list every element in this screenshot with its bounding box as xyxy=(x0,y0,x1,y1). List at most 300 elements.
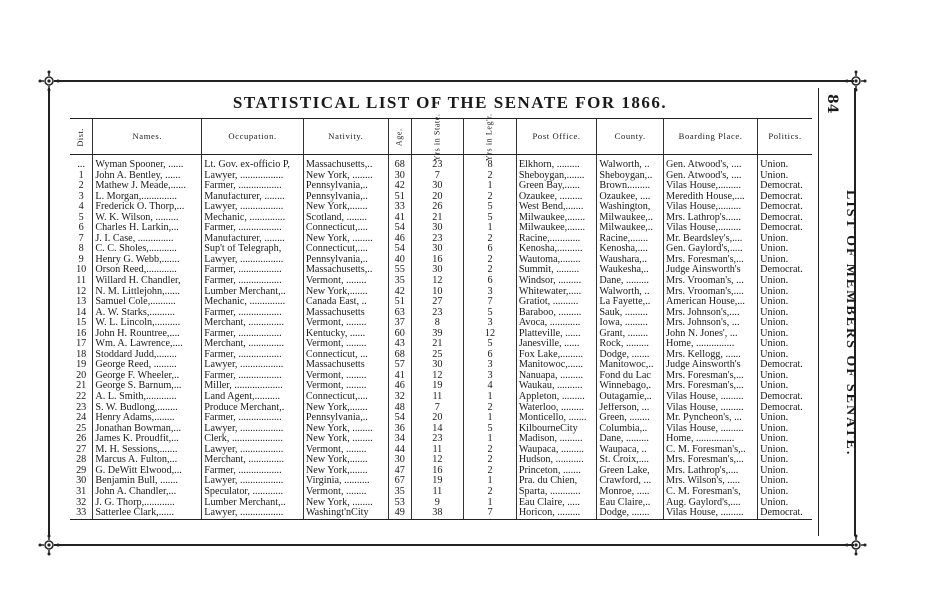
table-row xyxy=(70,234,812,245)
cell-boarding-place: Mr. Pyncheon's, ... xyxy=(664,413,758,424)
cell-years-in-legislature: 7 xyxy=(464,297,517,308)
cell-occupation: Clerk, .................... xyxy=(202,434,304,445)
cell-county: Green Lake, xyxy=(597,466,664,477)
cell-occupation: Manufacturer, ........ xyxy=(202,234,304,245)
cell-county: Waushara,.. xyxy=(597,255,664,266)
cell-boarding-place: Gen. Gaylord's,..... xyxy=(664,244,758,255)
cell-politics: Democrat. xyxy=(758,202,812,213)
cell-post-office: Racine,............ xyxy=(516,234,597,245)
cell-dist: 3 xyxy=(78,191,84,202)
cell-name: L. Morgan,.............. xyxy=(93,192,202,203)
column-header-years-in-legislature: Yrs in Leg'r. xyxy=(464,119,517,155)
cell-boarding-place: Mrs. Vrooman's, ... xyxy=(664,276,758,287)
cell-politics: Democrat. xyxy=(758,192,812,203)
cell-nativity: New York, ........ xyxy=(303,498,388,509)
cell-dist: 11 xyxy=(76,276,87,287)
cell-county: Iowa, ......... xyxy=(597,318,664,329)
cell-dist: 32 xyxy=(76,497,87,508)
cell-boarding-place: Mrs. Lathrop's...... xyxy=(664,213,758,224)
cell-post-office: KilbourneCity xyxy=(516,424,597,435)
cell-nativity: Kentucky, ...... xyxy=(303,329,388,340)
cell-post-office: Pra. du Chien, xyxy=(516,476,597,487)
cell-politics: Union. xyxy=(758,287,812,298)
cell-boarding-place: Mrs. Foresman's,... xyxy=(664,371,758,382)
table-row xyxy=(70,192,812,203)
cell-post-office: Gratiot, .......... xyxy=(516,297,597,308)
cell-years-in-legislature: 2 xyxy=(464,192,517,203)
table-row xyxy=(70,213,812,224)
table-row xyxy=(70,265,812,276)
cell-nativity: Vermont, ........ xyxy=(303,371,388,382)
cell-county: Waupaca, .. xyxy=(597,445,664,456)
cell-county: Kenosha,.... xyxy=(597,244,664,255)
page-title: STATISTICAL LIST OF THE SENATE FOR 1866. xyxy=(232,93,668,112)
cell-years-in-legislature: 1 xyxy=(464,476,517,487)
cell-nativity: Massachusetts xyxy=(303,360,388,371)
cell-years-in-state: 16 xyxy=(411,255,464,266)
cell-dist: 7 xyxy=(78,233,84,244)
cell-post-office: Princeton, ....... xyxy=(516,466,597,477)
cell-politics: Union. xyxy=(758,445,812,456)
cell-years-in-state: 38 xyxy=(411,508,464,519)
table-row xyxy=(70,360,812,371)
cell-years-in-legislature: 1 xyxy=(464,223,517,234)
cell-name: A. L. Smith,............ xyxy=(93,392,202,403)
cell-years-in-state: 12 xyxy=(411,455,464,466)
cell-years-in-state: 10 xyxy=(411,287,464,298)
table-row xyxy=(70,202,812,213)
cell-nativity: Vermont, ........ xyxy=(303,276,388,287)
cell-age: 36 xyxy=(388,424,411,435)
cell-politics: Democrat. xyxy=(758,392,812,403)
cell-name: Frederick O. Thorp,... xyxy=(93,202,202,213)
frame-top-line xyxy=(54,80,854,82)
cell-politics: Union. xyxy=(758,155,812,171)
cell-age: 37 xyxy=(388,318,411,329)
cell-dist: 24 xyxy=(76,413,87,424)
cell-years-in-state: 25 xyxy=(411,350,464,361)
table-row xyxy=(70,308,812,319)
cell-county: Brown......... xyxy=(597,181,664,192)
cell-county: Milwaukee,.. xyxy=(597,213,664,224)
cell-post-office: Summit, ......... xyxy=(516,265,597,276)
cell-nativity: New York,....... xyxy=(303,403,388,414)
cell-post-office: Monticello, ....... xyxy=(516,413,597,424)
cell-years-in-state: 11 xyxy=(411,487,464,498)
table-row xyxy=(70,339,812,350)
cell-name: John A. Bentley, ...... xyxy=(93,171,202,182)
cell-years-in-state: 23 xyxy=(411,434,464,445)
cell-post-office: Elkhorn, ......... xyxy=(516,155,597,171)
cell-politics: Democrat. xyxy=(758,265,812,276)
cell-name: Henry G. Webb,....... xyxy=(93,255,202,266)
cell-years-in-state: 9 xyxy=(411,498,464,509)
cell-nativity: Washingt'nCity xyxy=(303,508,388,519)
cell-boarding-place: John N. Jones', ... xyxy=(664,329,758,340)
cell-age: 32 xyxy=(388,392,411,403)
cell-years-in-state: 7 xyxy=(411,403,464,414)
cell-dist: 14 xyxy=(76,307,87,318)
cell-boarding-place: American House,... xyxy=(664,297,758,308)
cell-county: Ozaukee, .... xyxy=(597,192,664,203)
cell-years-in-state: 23 xyxy=(411,155,464,171)
cell-county: Sauk, ......... xyxy=(597,308,664,319)
cell-dist: 23 xyxy=(76,402,87,413)
cell-age: 33 xyxy=(388,202,411,213)
cell-post-office: Windsor, ......... xyxy=(516,276,597,287)
cell-county: Manitowoc,.. xyxy=(597,360,664,371)
cell-occupation: Farmer, ................. xyxy=(202,276,304,287)
cell-county: Dodge, ....... xyxy=(597,508,664,519)
cell-years-in-state: 30 xyxy=(411,244,464,255)
cell-name: Jonathan Bowman,... xyxy=(93,424,202,435)
cell-county: Waukesha,.. xyxy=(597,265,664,276)
cell-politics: Union. xyxy=(758,498,812,509)
column-header-names: Names. xyxy=(93,119,202,155)
cell-occupation: Lumber Merchant,.. xyxy=(202,287,304,298)
cell-politics: Democrat. xyxy=(758,181,812,192)
table-row xyxy=(70,413,812,424)
cell-nativity: Pennsylvania,.. xyxy=(303,181,388,192)
cell-years-in-state: 11 xyxy=(411,392,464,403)
cell-years-in-legislature: 1 xyxy=(464,181,517,192)
cell-county: Fond du Lac xyxy=(597,371,664,382)
cell-nativity: Connecticut,.... xyxy=(303,223,388,234)
cell-age: 51 xyxy=(388,297,411,308)
table-row xyxy=(70,171,812,182)
cell-county: Milwaukee,.. xyxy=(597,223,664,234)
column-header-politics: Politics. xyxy=(758,119,812,155)
cell-politics: Union. xyxy=(758,476,812,487)
cell-nativity: Pennsylvania,.. xyxy=(303,413,388,424)
table-row xyxy=(70,455,812,466)
cell-post-office: Nanuapa, ......... xyxy=(516,371,597,382)
cell-post-office: Waterloo, ......... xyxy=(516,403,597,414)
cell-post-office: Avoca, ............ xyxy=(516,318,597,329)
cell-years-in-state: 23 xyxy=(411,234,464,245)
cell-dist: 5 xyxy=(78,212,84,223)
cell-name: Orson Reed,............ xyxy=(93,265,202,276)
cell-name: Mathew J. Meade,...... xyxy=(93,181,202,192)
cell-nativity: New York, ........ xyxy=(303,434,388,445)
cell-dist: 16 xyxy=(76,328,87,339)
cell-politics: Union. xyxy=(758,255,812,266)
table-row xyxy=(70,223,812,234)
cell-name: George F. Wheeler,.. xyxy=(93,371,202,382)
cell-post-office: Hudson, ........... xyxy=(516,455,597,466)
cell-age: 54 xyxy=(388,413,411,424)
cell-post-office: West Bend,....... xyxy=(516,202,597,213)
cell-county: Monroe, ..... xyxy=(597,487,664,498)
cell-age: 42 xyxy=(388,287,411,298)
cell-occupation: Lawyer, ................. xyxy=(202,508,304,519)
cell-age: 46 xyxy=(388,381,411,392)
cell-name: M. H. Sessions,....... xyxy=(93,445,202,456)
cell-dist: 29 xyxy=(76,465,87,476)
cell-nativity: Massachusetts,.. xyxy=(303,265,388,276)
cell-dist: 13 xyxy=(76,297,87,308)
cell-post-office: Manitowoc,...... xyxy=(516,360,597,371)
cell-occupation: Lawyer, ................. xyxy=(202,255,304,266)
cell-county: Dodge, ....... xyxy=(597,350,664,361)
cell-age: 35 xyxy=(388,487,411,498)
cell-boarding-place: Gen. Atwood's, .... xyxy=(664,171,758,182)
cell-nativity: Pennsylvania,.. xyxy=(303,255,388,266)
frame-bottom-line xyxy=(54,544,854,546)
cell-occupation: Merchant, .............. xyxy=(202,339,304,350)
cell-dist: 20 xyxy=(76,370,87,381)
cell-years-in-legislature: 1 xyxy=(464,392,517,403)
column-header-nativity: Nativity. xyxy=(303,119,388,155)
cell-years-in-legislature: 6 xyxy=(464,350,517,361)
cell-name: Willard H. Chandler, xyxy=(93,276,202,287)
cell-name: J. G. Thorp,............ xyxy=(93,498,202,509)
corner-ornament-icon xyxy=(845,534,867,556)
cell-years-in-state: 30 xyxy=(411,181,464,192)
cell-county: Eau Claire,.. xyxy=(597,498,664,509)
cell-dist: 18 xyxy=(76,349,87,360)
cell-county: Racine,....... xyxy=(597,234,664,245)
table-row xyxy=(70,508,812,519)
cell-age: 60 xyxy=(388,329,411,340)
table-row xyxy=(70,424,812,435)
table-row xyxy=(70,181,812,192)
cell-years-in-legislature: 5 xyxy=(464,308,517,319)
cell-nativity: Vermont, ........ xyxy=(303,487,388,498)
cell-boarding-place: Aug. Gaylord's,.... xyxy=(664,498,758,509)
cell-years-in-legislature: 3 xyxy=(464,371,517,382)
cell-nativity: New York,....... xyxy=(303,455,388,466)
cell-boarding-place: Vilas House, ......... xyxy=(664,424,758,435)
cell-occupation: Speculator, ............ xyxy=(202,487,304,498)
cell-boarding-place: Mrs. Foresman's,... xyxy=(664,255,758,266)
cell-years-in-state: 27 xyxy=(411,297,464,308)
cell-name: A. W. Starks,.......... xyxy=(93,308,202,319)
cell-occupation: Lt. Gov. ex-officio P, xyxy=(202,155,304,171)
cell-politics: Democrat. xyxy=(758,403,812,414)
corner-ornament-icon xyxy=(38,534,60,556)
cell-dist: 31 xyxy=(76,486,87,497)
cell-age: 51 xyxy=(388,192,411,203)
cell-years-in-legislature: 2 xyxy=(464,255,517,266)
table-row xyxy=(70,276,812,287)
cell-boarding-place: Judge Ainsworth's xyxy=(664,360,758,371)
cell-name: Wyman Spooner, ...... xyxy=(93,155,202,171)
cell-years-in-state: 21 xyxy=(411,213,464,224)
cell-nativity: Massachusetts xyxy=(303,308,388,319)
cell-nativity: Pennsylvania,.. xyxy=(303,192,388,203)
cell-occupation: Lawyer, ................. xyxy=(202,360,304,371)
cell-age: 43 xyxy=(388,339,411,350)
cell-post-office: Madison, ......... xyxy=(516,434,597,445)
cell-age: 47 xyxy=(388,466,411,477)
cell-boarding-place: Mrs. Foresman's,... xyxy=(664,381,758,392)
cell-years-in-state: 30 xyxy=(411,360,464,371)
cell-post-office: Green Bay,...... xyxy=(516,181,597,192)
cell-county: Outagamie,.. xyxy=(597,392,664,403)
cell-boarding-place: Vilas House,......... xyxy=(664,181,758,192)
cell-county: Dane, ......... xyxy=(597,276,664,287)
cell-years-in-state: 20 xyxy=(411,192,464,203)
cell-post-office: Waupaca, ......... xyxy=(516,445,597,456)
cell-boarding-place: Mrs. Wilson's, ..... xyxy=(664,476,758,487)
cell-nativity: Scotland, ........ xyxy=(303,213,388,224)
cell-occupation: Sup't of Telegraph, xyxy=(202,244,304,255)
cell-years-in-state: 11 xyxy=(411,445,464,456)
column-header-post-office: Post Office. xyxy=(516,119,597,155)
cell-age: 30 xyxy=(388,171,411,182)
table-row xyxy=(70,476,812,487)
cell-boarding-place: Meredith House,.... xyxy=(664,192,758,203)
cell-post-office: Wautoma,........ xyxy=(516,255,597,266)
table-row xyxy=(70,318,812,329)
cell-years-in-legislature: 5 xyxy=(464,213,517,224)
table-row xyxy=(70,445,812,456)
cell-politics: Union. xyxy=(758,234,812,245)
cell-age: 55 xyxy=(388,265,411,276)
cell-years-in-legislature: 7 xyxy=(464,508,517,519)
cell-politics: Union. xyxy=(758,308,812,319)
cell-politics: Union. xyxy=(758,171,812,182)
cell-years-in-legislature: 1 xyxy=(464,413,517,424)
cell-post-office: Milwaukee,....... xyxy=(516,223,597,234)
cell-name: G. DeWitt Elwood,... xyxy=(93,466,202,477)
cell-occupation: Mechanic, .............. xyxy=(202,213,304,224)
cell-politics: Union. xyxy=(758,329,812,340)
cell-years-in-state: 23 xyxy=(411,308,464,319)
cell-years-in-state: 7 xyxy=(411,171,464,182)
cell-years-in-legislature: 2 xyxy=(464,466,517,477)
cell-age: 48 xyxy=(388,403,411,414)
cell-occupation: Farmer, ................. xyxy=(202,371,304,382)
cell-occupation: Land Agent,.......... xyxy=(202,392,304,403)
cell-post-office: Ozaukee, ......... xyxy=(516,192,597,203)
cell-years-in-legislature: 12 xyxy=(464,329,517,340)
cell-boarding-place: Vilas House, ......... xyxy=(664,403,758,414)
table-row xyxy=(70,244,812,255)
cell-boarding-place: Home, ............... xyxy=(664,434,758,445)
cell-nativity: Vermont, ........ xyxy=(303,445,388,456)
cell-county: Jefferson, ... xyxy=(597,403,664,414)
cell-name: Samuel Cole,.......... xyxy=(93,297,202,308)
cell-dist: 22 xyxy=(76,392,87,403)
cell-name: John H. Rountree,.... xyxy=(93,329,202,340)
cell-years-in-state: 12 xyxy=(411,276,464,287)
column-header-occupation: Occupation. xyxy=(202,119,304,155)
cell-boarding-place: Mrs. Johnson's,.... xyxy=(664,308,758,319)
frame-left-line xyxy=(48,88,50,536)
table-row xyxy=(70,329,812,340)
cell-occupation: Farmer, ................. xyxy=(202,466,304,477)
cell-name: S. W. Budlong,........ xyxy=(93,403,202,414)
cell-occupation: Lawyer, ................. xyxy=(202,476,304,487)
cell-politics: Union. xyxy=(758,297,812,308)
cell-dist: 25 xyxy=(76,423,87,434)
cell-name: J. I. Case, .............. xyxy=(93,234,202,245)
table-row xyxy=(70,297,812,308)
cell-politics: Union. xyxy=(758,424,812,435)
cell-politics: Union. xyxy=(758,434,812,445)
cell-boarding-place: Gen. Atwood's, .... xyxy=(664,155,758,171)
cell-dist: 28 xyxy=(76,455,87,466)
cell-dist: 6 xyxy=(78,223,84,234)
cell-name: Stoddard Judd,........ xyxy=(93,350,202,361)
cell-nativity: New York,....... xyxy=(303,202,388,213)
cell-name: James K. Proudfit,... xyxy=(93,434,202,445)
cell-years-in-state: 19 xyxy=(411,476,464,487)
cell-years-in-legislature: 4 xyxy=(464,381,517,392)
cell-dist: 2 xyxy=(78,181,84,192)
corner-ornament-icon xyxy=(845,70,867,92)
cell-occupation: Mechanic, .............. xyxy=(202,297,304,308)
cell-years-in-state: 30 xyxy=(411,265,464,276)
cell-occupation: Farmer, ................. xyxy=(202,223,304,234)
cell-nativity: New York, ........ xyxy=(303,424,388,435)
cell-nativity: Vermont, ........ xyxy=(303,339,388,350)
cell-politics: Union. xyxy=(758,276,812,287)
cell-occupation: Lawyer, ................. xyxy=(202,424,304,435)
cell-dist: 33 xyxy=(70,508,93,519)
cell-boarding-place: Vilas House, ......... xyxy=(664,392,758,403)
table-row xyxy=(70,255,812,266)
cell-nativity: Connecticut,.... xyxy=(303,244,388,255)
cell-politics: Union. xyxy=(758,455,812,466)
cell-years-in-state: 26 xyxy=(411,202,464,213)
cell-age: 35 xyxy=(388,276,411,287)
cell-dist: 12 xyxy=(76,286,87,297)
cell-years-in-legislature: 2 xyxy=(464,487,517,498)
cell-occupation: Merchant, .............. xyxy=(202,318,304,329)
cell-years-in-legislature: 8 xyxy=(464,155,517,171)
cell-nativity: New York,....... xyxy=(303,466,388,477)
cell-years-in-legislature: 2 xyxy=(464,265,517,276)
cell-occupation: Farmer, ................. xyxy=(202,350,304,361)
cell-years-in-state: 39 xyxy=(411,329,464,340)
cell-name: C. C. Sholes,........... xyxy=(93,244,202,255)
cell-dist: 1 xyxy=(78,170,84,181)
cell-age: 68 xyxy=(388,155,411,171)
cell-boarding-place: Judge Ainsworth's xyxy=(664,265,758,276)
cell-dist: 17 xyxy=(76,339,87,350)
cell-dist: 27 xyxy=(76,444,87,455)
cell-nativity: New York,....... xyxy=(303,287,388,298)
table-row xyxy=(70,466,812,477)
table-row xyxy=(70,287,812,298)
cell-age: 41 xyxy=(388,371,411,382)
cell-post-office: Sparta, ............ xyxy=(516,487,597,498)
cell-boarding-place: Home, ............... xyxy=(664,339,758,350)
cell-name: Satterlee Clark,...... xyxy=(93,508,202,519)
cell-years-in-state: 12 xyxy=(411,371,464,382)
table-row xyxy=(70,381,812,392)
cell-dist: 19 xyxy=(76,360,87,371)
cell-post-office: Janesville, ...... xyxy=(516,339,597,350)
cell-age: 63 xyxy=(388,308,411,319)
cell-boarding-place: Mrs. Lathrop's,.... xyxy=(664,466,758,477)
page-number: 84 xyxy=(824,94,840,114)
cell-politics: Union. xyxy=(758,381,812,392)
cell-county: Winnebago,. xyxy=(597,381,664,392)
cell-age: 54 xyxy=(388,244,411,255)
cell-years-in-legislature: 3 xyxy=(464,318,517,329)
cell-politics: Union. xyxy=(758,371,812,382)
frame-inner-right-line xyxy=(818,88,819,536)
cell-post-office: Waukau, .......... xyxy=(516,381,597,392)
table-row xyxy=(70,434,812,445)
cell-years-in-legislature: 2 xyxy=(464,171,517,182)
cell-boarding-place: Vilas House,......... xyxy=(664,223,758,234)
cell-dist: 26 xyxy=(76,434,87,445)
